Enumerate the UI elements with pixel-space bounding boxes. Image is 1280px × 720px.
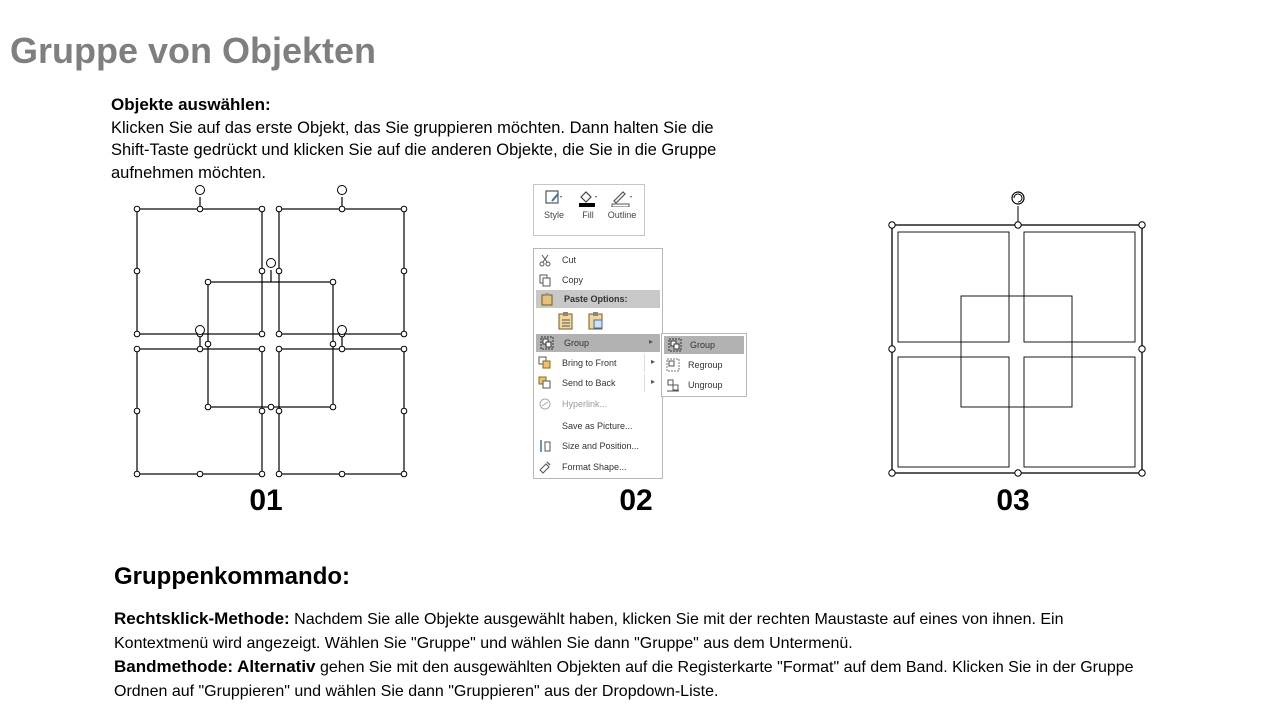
submenu-arrow-icon: ▸: [650, 377, 655, 386]
menu-item-size-and-position[interactable]: [534, 437, 662, 455]
shape-style-icon: [544, 189, 564, 207]
intro-text: Klicken Sie auf das erste Objekt, das Sie gruppieren möchten. Dann halten Sie die Shift-Taste gedrückt und klicken Sie auf die anderen Objekte, die Sie in die Gruppe aufnehmen möchten.: [111, 118, 717, 182]
grouped-square-top-left: [898, 232, 1009, 342]
menu-item-cut[interactable]: [534, 251, 662, 269]
fill-label: Fill: [582, 210, 594, 220]
hyperlink-icon: [538, 397, 552, 411]
format-shape-icon: [538, 460, 552, 474]
method-ribbon: [114, 655, 1134, 704]
figure-grouped-shapes: [880, 186, 1155, 482]
method-rightclick: [114, 607, 1134, 656]
context-menu: [533, 248, 663, 479]
menu-split-divider: [644, 374, 645, 392]
menu-item-label: Group: [564, 338, 590, 348]
menu-item-label: Bring to Front: [562, 358, 617, 368]
grouped-square-bottom-left: [898, 357, 1009, 467]
menu-item-label: Save as Picture...: [562, 421, 633, 431]
selected-square-bottom-right[interactable]: [279, 349, 404, 474]
grouped-square-top-right: [1024, 232, 1135, 342]
ribbon-shape-styles: [533, 184, 645, 236]
outline-button[interactable]: [606, 189, 638, 220]
paste-keep-formatting-icon[interactable]: [556, 311, 576, 331]
menu-item-label: Copy: [562, 275, 584, 285]
menu-item-hyperlink: [534, 395, 662, 413]
clipboard-icon: [540, 292, 554, 306]
send-to-back-icon: [538, 376, 552, 390]
group-icon: [540, 336, 554, 350]
menu-header-paste-options: [536, 290, 660, 308]
method-ribbon-text: gehen Sie mit den ausgewählten Objekten auf die Registerkarte "Format" auf dem Band. Klicken Sie in der Gruppe Ordnen auf "Gruppieren" und wählen Sie dann "Gruppieren" aus der Dropdown-Liste.: [114, 659, 1134, 700]
figure-selected-shapes: [120, 180, 420, 485]
menu-item-bring-to-front[interactable]: [534, 354, 662, 372]
step-number-2: 02: [619, 484, 653, 517]
size-position-icon: [538, 439, 552, 453]
menu-split-divider: [644, 354, 645, 372]
method-rightclick-text: Nachdem Sie alle Objekte ausgewählt haben, klicken Sie mit der rechten Maustaste auf eines von ihnen. Ein Kontextmenü wird angezeigt. Wählen Sie "Gruppe" und wählen Sie dann "Gruppe" aus dem Untermenü.: [114, 611, 1064, 652]
rotate-handle-icon[interactable]: [1012, 192, 1024, 204]
outline-label: Outline: [607, 210, 637, 220]
selection-handles[interactable]: [134, 206, 407, 477]
selected-square-top-right[interactable]: [279, 209, 404, 334]
menu-item-group[interactable]: [536, 334, 660, 352]
group-icon: [668, 338, 682, 352]
submenu-arrow-icon: ▸: [648, 337, 653, 346]
paste-as-picture-icon[interactable]: [586, 311, 606, 331]
menu-item-label: Send to Back: [562, 378, 616, 388]
method-ribbon-label: Bandmethode: Alternativ: [114, 657, 316, 676]
group-selection-handles[interactable]: [889, 222, 1145, 476]
menu-item-copy[interactable]: [534, 271, 662, 289]
command-heading: Gruppenkommando:: [114, 563, 351, 590]
menu-item-label: Size and Position...: [562, 441, 640, 451]
submenu-arrow-icon: ▸: [650, 357, 655, 366]
submenu-item-label: Regroup: [688, 360, 723, 370]
pen-outline-icon: [609, 189, 635, 207]
menu-item-save-as-picture[interactable]: [534, 417, 662, 435]
ungroup-icon: [666, 378, 680, 392]
grouped-square-center: [961, 296, 1072, 407]
menu-item-label: Cut: [562, 255, 577, 265]
intro-block: [111, 94, 751, 184]
menu-item-format-shape[interactable]: [534, 458, 662, 476]
menu-item-label: Hyperlink...: [562, 399, 608, 409]
group-bounding-box[interactable]: [892, 225, 1142, 473]
page-title: Gruppe von Objekten: [10, 30, 377, 71]
group-submenu: [661, 333, 747, 397]
submenu-item-ungroup[interactable]: [662, 376, 746, 394]
submenu-item-regroup[interactable]: [662, 356, 746, 374]
style-label: Style: [543, 210, 564, 220]
submenu-item-group[interactable]: [664, 336, 744, 354]
intro-heading: Objekte auswählen:: [111, 95, 271, 114]
menu-header-label: Paste Options:: [564, 294, 628, 304]
submenu-item-label: Group: [690, 340, 716, 350]
submenu-item-label: Ungroup: [688, 380, 723, 390]
selected-square-top-left[interactable]: [137, 209, 262, 334]
copy-icon: [538, 273, 552, 287]
regroup-icon: [666, 358, 680, 372]
style-button[interactable]: [538, 189, 570, 220]
bring-to-front-icon: [538, 356, 552, 370]
fill-button[interactable]: [572, 189, 604, 220]
menu-item-label: Format Shape...: [562, 462, 627, 472]
scissors-icon: [538, 253, 552, 267]
grouped-square-bottom-right: [1024, 357, 1135, 467]
selected-square-center[interactable]: [208, 282, 333, 407]
step-number-3: 03: [996, 484, 1030, 517]
step-number-1: 01: [249, 484, 283, 517]
rotation-handles[interactable]: [196, 186, 347, 335]
method-rightclick-label: Rechtsklick-Methode:: [114, 609, 290, 628]
paste-options-row: [556, 311, 606, 336]
paint-bucket-icon: [576, 189, 600, 207]
menu-item-send-to-back[interactable]: [534, 374, 662, 392]
selected-square-bottom-left[interactable]: [137, 349, 262, 474]
